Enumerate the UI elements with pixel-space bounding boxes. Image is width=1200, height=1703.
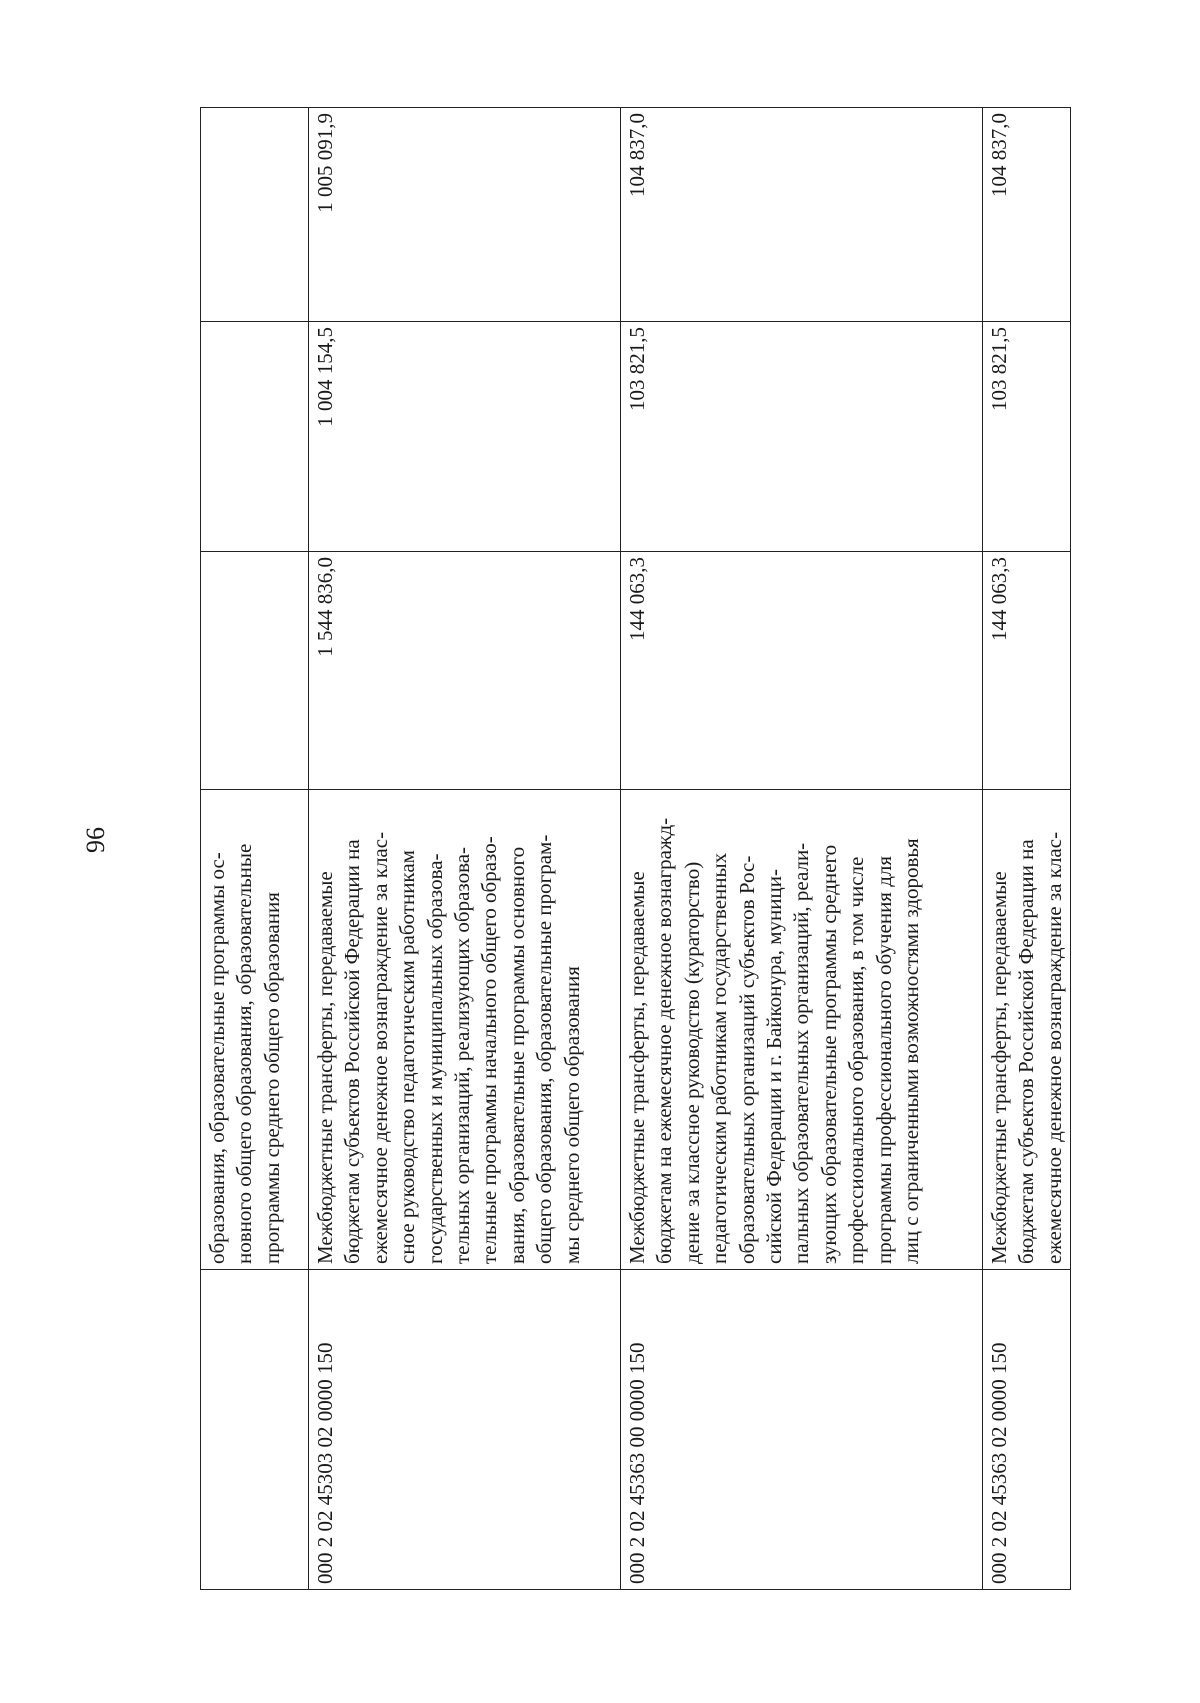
row-description <box>621 790 983 1270</box>
table-row <box>201 108 309 1590</box>
description-line: ежемесячное денежное вознаграждение за клас- <box>367 831 392 1264</box>
page-number: 96 <box>81 827 110 853</box>
row-value-3: 1 005 091,9 <box>309 108 621 322</box>
row-description <box>983 790 1071 1270</box>
row-value-3: 104 837,0 <box>621 108 983 322</box>
row-code: 000 2 02 45363 00 0000 150 <box>621 1270 983 1590</box>
description-line: сное руководство педагогическим работникам <box>395 850 420 1264</box>
table-row <box>621 108 983 1590</box>
description-line: зующих образовательные программы среднего <box>816 844 841 1264</box>
description-line: вания, образовательные программы основного <box>504 846 529 1264</box>
description-line: сийской Федерации и г. Байконура, муници- <box>762 869 787 1264</box>
description-line: тельных организаций, реализующих образова- <box>450 846 475 1264</box>
description-line: ежемесячное денежное вознаграждение за клас- <box>1041 831 1066 1264</box>
description-line: тельные программы начального общего образо- <box>477 836 502 1264</box>
row-value-1: 1 544 836,0 <box>309 552 621 790</box>
row-description <box>309 790 621 1270</box>
row-value-3 <box>201 108 309 322</box>
table-row <box>983 108 1071 1590</box>
description-line: педагогическим работникам государственных <box>707 852 732 1264</box>
description-line: мы среднего общего образования <box>559 966 584 1264</box>
table-container <box>200 108 1066 1590</box>
budget-table <box>200 107 1071 1590</box>
description-line: государственных и муниципальных образова- <box>422 853 447 1264</box>
row-value-3: 104 837,0 <box>983 108 1071 322</box>
row-code <box>201 1270 309 1590</box>
description-line: бюджетам субъектов Российской Федерации на <box>340 839 365 1264</box>
row-code: 000 2 02 45363 02 0000 150 <box>983 1270 1071 1590</box>
description-line: общего образования, образовательные програм- <box>532 834 557 1264</box>
description-line: профессионального образования, в том числе <box>844 856 869 1264</box>
description-line: программы профессионального обучения для <box>871 855 896 1264</box>
row-value-2 <box>201 322 309 552</box>
description-line: программы среднего общего образования <box>259 892 284 1264</box>
description-line: бюджетам субъектов Российской Федерации на <box>1014 839 1039 1264</box>
row-value-2: 103 821,5 <box>621 322 983 552</box>
row-value-2: 103 821,5 <box>983 322 1071 552</box>
description-line: образовательных организаций субъектов Рос- <box>734 855 759 1264</box>
description-line: образования, образовательные программы ос- <box>205 852 229 1264</box>
row-value-1: 144 063,3 <box>983 552 1071 790</box>
row-value-2: 1 004 154,5 <box>309 322 621 552</box>
description-line: лиц с ограниченными возможностями здоровья <box>899 838 924 1264</box>
description-line: Межбюджетные трансферты, передаваемые <box>987 871 1011 1264</box>
description-line: дение за классное руководство (кураторство) <box>679 861 704 1264</box>
row-value-1 <box>201 552 309 790</box>
description-line: Межбюджетные трансферты, передаваемые <box>313 871 337 1264</box>
row-value-1: 144 063,3 <box>621 552 983 790</box>
description-line: Межбюджетные трансферты, передаваемые <box>625 871 649 1264</box>
description-line: новного общего образования, образовательные <box>232 843 257 1264</box>
rotated-table-frame <box>200 108 1066 1590</box>
description-line: пальных образовательных организаций, реали- <box>789 842 814 1264</box>
row-code: 000 2 02 45303 02 0000 150 <box>309 1270 621 1590</box>
table-row <box>309 108 621 1590</box>
description-line: бюджетам на ежемесячное денежное вознагражд- <box>652 817 677 1264</box>
row-description <box>201 790 309 1270</box>
